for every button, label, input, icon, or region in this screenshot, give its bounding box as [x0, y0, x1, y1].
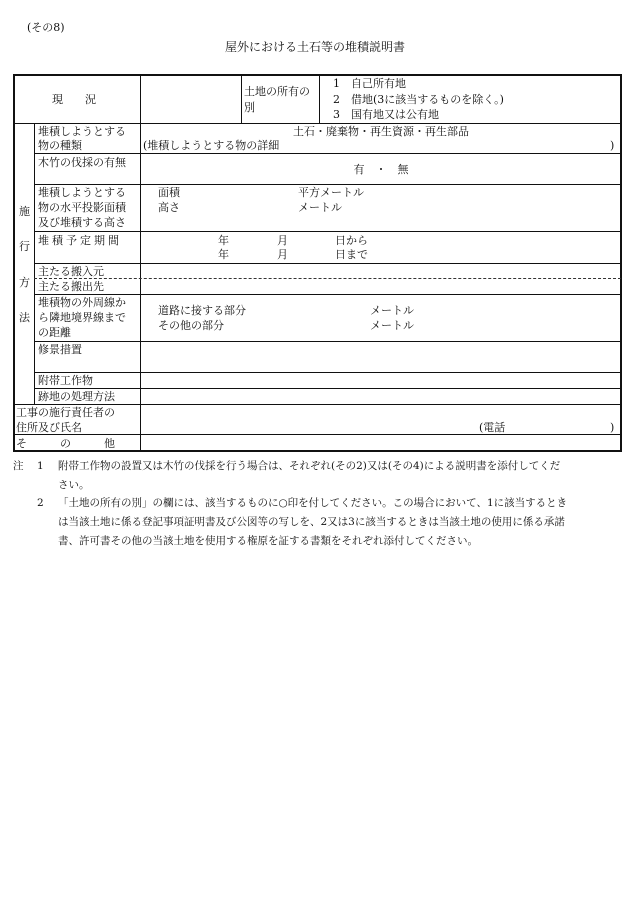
note1-number: 1 — [37, 460, 44, 472]
document-title: 屋外における土石等の堆積説明書 — [224, 40, 405, 54]
other-label: そ の 他 — [16, 437, 115, 450]
note2-line: 書、許可書その他の当該土地を使用する権原を証する書類をそれぞれ添付してください。 — [58, 535, 478, 547]
period-from-day: 日から — [335, 234, 368, 247]
note1-line: 附帯工作物の設置又は木竹の伐採を行う場合は、それぞれ(その2)又は(その4)による説明書を添付してくだ — [58, 460, 561, 472]
current-status-label: 現 況 — [52, 93, 96, 106]
logging-label: 木竹の伐採の有無 — [38, 156, 126, 169]
note2-line: 「土地の所有の別」の欄には、該当するものに○印を付してください。この場合において、1に該当するとき — [58, 497, 568, 509]
responsible-label-line2: 住所及び氏名 — [16, 421, 82, 434]
phone-open: (電話 — [479, 421, 506, 434]
logging-value[interactable]: 有 ・ 無 — [353, 163, 409, 176]
other-part-label: その他の部分 — [158, 319, 224, 332]
area-label-line1: 堆積しようとする — [38, 186, 126, 199]
type-label-line1: 堆積しようとする — [38, 125, 126, 138]
period-from-month: 月 — [277, 234, 288, 247]
period-until-month: 月 — [277, 248, 288, 261]
type-detail-open: (堆積しようとする物の詳細 — [143, 139, 280, 152]
ownership-label-line2: 別 — [244, 101, 255, 114]
other-part-unit: メートル — [370, 319, 414, 332]
attached-structures-label: 附帯工作物 — [38, 374, 93, 387]
outbound-label: 主たる搬出先 — [38, 280, 104, 293]
area-name: 面積 — [158, 186, 180, 199]
area-unit: 平方メートル — [298, 186, 364, 199]
phone-close: ) — [610, 421, 615, 434]
ownership-label-line1: 土地の所有の — [244, 85, 310, 98]
ownership-option[interactable]: 1 自己所有地 — [333, 77, 406, 90]
ownership-option[interactable]: 2 借地(3に該当するものを除く。) — [333, 93, 504, 106]
ownership-option[interactable]: 3 国有地又は公有地 — [333, 108, 439, 121]
note2-number: 2 — [37, 497, 44, 509]
notes-prefix: 注 — [13, 460, 24, 472]
area-label-line2: 物の水平投影面積 — [38, 201, 126, 214]
inbound-label: 主たる搬入元 — [38, 265, 104, 278]
note1-line: さい。 — [58, 479, 90, 491]
period-from-year: 年 — [218, 234, 229, 247]
type-detail-close: ) — [610, 139, 615, 152]
period-until-year: 年 — [218, 248, 229, 261]
period-label: 堆積予定期間 — [38, 234, 122, 247]
area-label-line3: 及び堆積する高さ — [38, 216, 126, 229]
note2-line: は当該土地に係る登記事項証明書及び公図等の写しを、2又は3に該当するときは当該土地の使用に係る承諾 — [58, 516, 565, 528]
distance-label-line3: の距離 — [38, 326, 71, 339]
method-label-char: 法 — [19, 311, 30, 324]
method-label-char: 行 — [19, 240, 30, 253]
type-label-line2: 物の種類 — [38, 139, 82, 152]
distance-label-line1: 堆積物の外周線か — [38, 296, 126, 309]
landscape-label: 修景措置 — [38, 343, 82, 356]
road-part-unit: メートル — [370, 304, 414, 317]
height-unit: メートル — [298, 201, 342, 214]
site-treatment-label: 跡地の処理方法 — [38, 390, 115, 403]
method-label-char: 方 — [19, 276, 30, 289]
height-name: 高さ — [158, 201, 180, 214]
type-value[interactable]: 土石・廃棄物・再生資源・再生部品 — [293, 125, 469, 138]
method-label-char: 施 — [19, 205, 30, 218]
part-number: (その8) — [27, 21, 65, 34]
responsible-label-line1: 工事の施行責任者の — [16, 406, 115, 419]
period-until-day: 日まで — [335, 248, 368, 261]
road-part-label: 道路に接する部分 — [158, 304, 246, 317]
distance-label-line2: ら隣地境界線まで — [38, 311, 126, 324]
